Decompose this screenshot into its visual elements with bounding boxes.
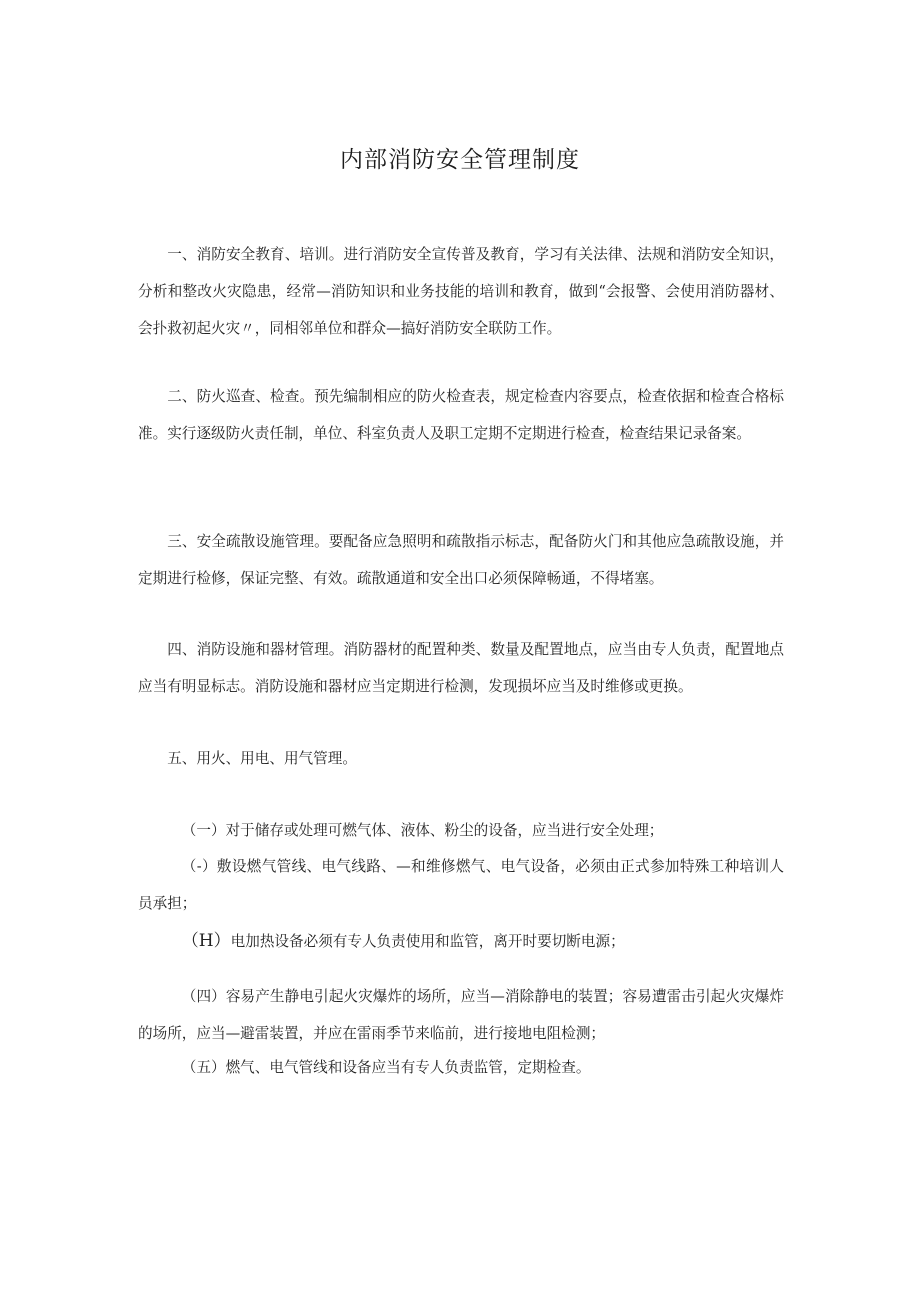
section-fire-electricity-gas: 五、用火、用电、用气管理。	[167, 750, 357, 767]
subitem-marker: （H）	[181, 931, 231, 951]
document-title: 内部消防安全管理制度	[340, 147, 580, 173]
section-fire-patrol-inspection: 二、防火巡查、检查。预先编制相应的防火检查表，规定检查内容要点，检查依据和检查合格标准。实行逐级防火责任制，单位、科室负责人及职工定期不定期进行检查，检查结果记录备案。	[138, 388, 784, 442]
section-fire-safety-education: 一、消防安全教育、培训。进行消防安全宣传普及教育，学习有关法律、法规和消防安全知识，分析和整改火灾隐患，经常—消防知识和业务技能的培训和教育，做到“会报警、会使用消防器材、会扑救初起火灾〃，同相邻单位和群众—搞好消防安全联防工作。	[138, 246, 784, 337]
subitem-gas-electric-lines: （-）敷设燃气管线、电气线路、—和维修燃气、电气设备，必须由正式参加特殊工种培训人员承担；	[138, 858, 784, 912]
subitem-pipeline-supervision: （五）燃气、电气管线和设备应当有专人负责监管，定期检查。	[181, 1059, 591, 1076]
section-evacuation-facilities: 三、安全疏散设施管理。要配备应急照明和疏散指示标志，配备防火门和其他应急疏散设施，并定期进行检修，保证完整、有效。疏散通道和安全出口必须保障畅通，不得堵塞。	[138, 533, 784, 587]
section-fire-equipment-management: 四、消防设施和器材管理。消防器材的配置种类、数量及配置地点，应当由专人负责，配置地点应当有明显标志。消防设施和器材应当定期进行检测，发现损坏应当及时维修或更换。	[138, 641, 784, 695]
subitem-static-lightning: （四）容易产生静电引起火灾爆炸的场所，应当—消除静电的装置；容易遭雷击引起火灾爆炸的场所，应当—避雷装置，并应在雷雨季节来临前，进行接地电阻检测；	[138, 988, 784, 1042]
subitem-text: 电加热设备必须有专人负责使用和监管，离开时要切断电源；	[230, 933, 625, 950]
subitem-electric-heating	[138, 923, 784, 960]
subitem-flammable-equipment: （一）对于储存或处理可燃气体、液体、粉尘的设备，应当进行安全处理；	[181, 822, 664, 839]
